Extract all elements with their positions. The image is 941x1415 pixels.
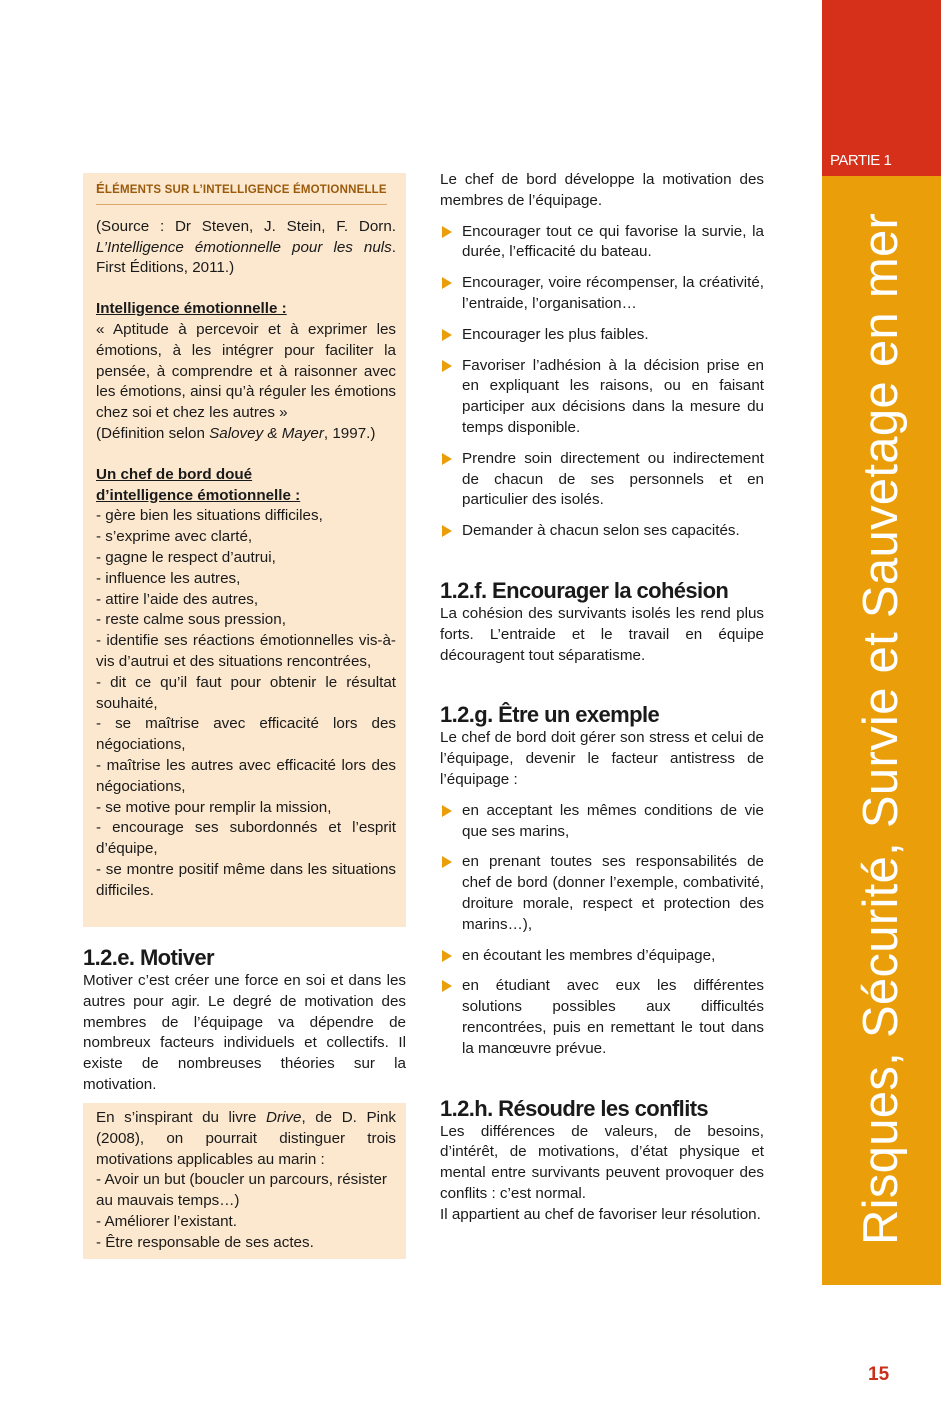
conflits-heading: 1.2.h. Résoudre les conflits xyxy=(440,1095,709,1121)
drive-item: - Avoir un but (boucler un parcours, résister au mauvais temps…) xyxy=(96,1171,387,1210)
arrow-bullet-icon xyxy=(442,805,452,817)
list-item: en prenant toutes ses responsabilités de chef de bord (donner l’exemple, combativité, droiture morale, respect et protection des marins…), xyxy=(440,852,764,935)
chef-item: - s’exprime avec clarté, xyxy=(96,528,253,546)
chef-heading-line-1: Un chef de bord doué xyxy=(96,465,253,483)
chef-item: - influence les autres, xyxy=(96,569,241,587)
chef-item: - identifie ses réactions émotionnelles vis-à-vis d’autrui et des situations rencontrées, xyxy=(96,632,396,670)
exemple-heading: 1.2.g. Être un exemple xyxy=(440,702,660,728)
right-column xyxy=(440,170,764,1225)
part-label: PARTIE 1 xyxy=(822,146,941,176)
definition-heading: Intelligence émotionnelle : xyxy=(96,300,287,318)
chef-item: - se maîtrise avec efficacité lors des négociations, xyxy=(96,715,396,754)
motivation-bullets xyxy=(440,222,764,542)
drive-box xyxy=(83,1103,406,1259)
list-item: en acceptant les mêmes conditions de vie que ses marins, xyxy=(440,801,764,843)
list-item: Encourager, voire récompenser, la créativité, l’entraide, l’organisation… xyxy=(440,273,764,315)
chef-item: - se motive pour remplir la mission, xyxy=(96,798,332,816)
emotional-intelligence-box xyxy=(83,173,406,927)
arrow-bullet-icon xyxy=(442,226,452,238)
chef-item: - attire l’aide des autres, xyxy=(96,590,259,608)
arrow-bullet-icon xyxy=(442,950,452,962)
arrow-bullet-icon xyxy=(442,525,452,537)
exemple-bullets xyxy=(440,801,764,1060)
definition-source: (Définition selon Salovey & Mayer, 1997.) xyxy=(96,424,376,442)
source-citation: (Source : Dr Steven, J. Stein, F. Dorn. L’Intelligence émotionnelle pour les nuls. First Éditions, 2011.) xyxy=(96,217,396,277)
sidebar-vertical-title: Risques, Sécurité, Survie et Sauvetage en mer xyxy=(854,212,908,1245)
arrow-bullet-icon xyxy=(442,329,452,341)
arrow-bullet-icon xyxy=(442,277,452,289)
list-item: en étudiant avec eux les différentes solutions possibles aux difficultés rencontrées, puis en remettant le tout dans la manœuvre prévue. xyxy=(440,976,764,1059)
conflits-text-2: Il appartient au chef de favoriser leur résolution. xyxy=(440,1205,761,1223)
list-item: en écoutant les membres d’équipage, xyxy=(440,946,764,967)
list-item: Prendre soin directement ou indirectement de chacun de ses personnels et en particulier des isolés. xyxy=(440,449,764,511)
motiver-heading: 1.2.e. Motiver xyxy=(83,945,214,970)
list-item: Encourager tout ce qui favorise la survie, la durée, l’efficacité du bateau. xyxy=(440,222,764,264)
drive-item: - Être responsable de ses actes. xyxy=(96,1233,314,1251)
list-item: Demander à chacun selon ses capacités. xyxy=(440,521,764,542)
sidebar-red-band xyxy=(822,0,941,146)
definition-text: « Aptitude à percevoir et à exprimer les émotions, à les intégrer pour faciliter la pensée, à comprendre et à raisonner avec les émotions, ainsi qu’à réguler les émotions chez soi et chez les autres » xyxy=(96,320,396,422)
arrow-bullet-icon xyxy=(442,856,452,868)
right-intro-text: Le chef de bord développe la motivation des membres de l’équipage. xyxy=(440,171,764,209)
exemple-text: Le chef de bord doit gérer son stress et celui de l’équipage, devenir le facteur antistress de l’équipage : xyxy=(440,729,764,788)
chef-item: - dit ce qu’il faut pour obtenir le résultat souhaité, xyxy=(96,673,396,712)
conflits-text-1: Les différences de valeurs, de besoins, d’intérêt, de motivations, d’état physique et mental entre survivants peuvent provoquer des conflits : c’est normal. xyxy=(440,1122,764,1202)
chef-item: - encourage ses subordonnés et l’esprit d’équipe, xyxy=(96,819,396,858)
motiver-text: Motiver c’est créer une force en soi et dans les autres pour agir. Le degré de motivation des membres de l’équipage va dépendre de nombreux facteurs individuels et collectifs. Il existe de nombreuses théories sur la motivation. xyxy=(83,972,406,1093)
box-title: ÉLÉMENTS SUR L’INTELLIGENCE ÉMOTIONNELLE xyxy=(96,179,387,205)
list-item: Encourager les plus faibles. xyxy=(440,325,764,346)
chef-item: - se montre positif même dans les situations difficiles. xyxy=(96,860,396,899)
chef-item: - maîtrise les autres avec efficacité lors des négociations, xyxy=(96,756,396,795)
motiver-section xyxy=(83,945,406,1096)
chef-item: - reste calme sous pression, xyxy=(96,611,286,629)
chef-heading-line-2: d’intelligence émotionnelle : xyxy=(96,486,301,504)
cohesion-heading: 1.2.f. Encourager la cohésion xyxy=(440,577,729,603)
chef-item: - gagne le respect d’autrui, xyxy=(96,548,276,566)
page-number: 15 xyxy=(868,1364,890,1385)
drive-item: - Améliorer l’existant. xyxy=(96,1212,237,1230)
arrow-bullet-icon xyxy=(442,360,452,372)
arrow-bullet-icon xyxy=(442,453,452,465)
arrow-bullet-icon xyxy=(442,980,452,992)
cohesion-text: La cohésion des survivants isolés les rend plus forts. L’entraide et le travail en équipe découragent tout séparatisme. xyxy=(440,604,764,664)
chef-item: - gère bien les situations difficiles, xyxy=(96,507,323,525)
drive-intro: En s’inspirant du livre Drive, de D. Pink (2008), on pourrait distinguer trois motivations applicables au marin : xyxy=(96,1109,396,1168)
list-item: Favoriser l’adhésion à la décision prise en en expliquant les raisons, ou en faisant participer aux décisions dans la mesure du temps disponible. xyxy=(440,356,764,439)
